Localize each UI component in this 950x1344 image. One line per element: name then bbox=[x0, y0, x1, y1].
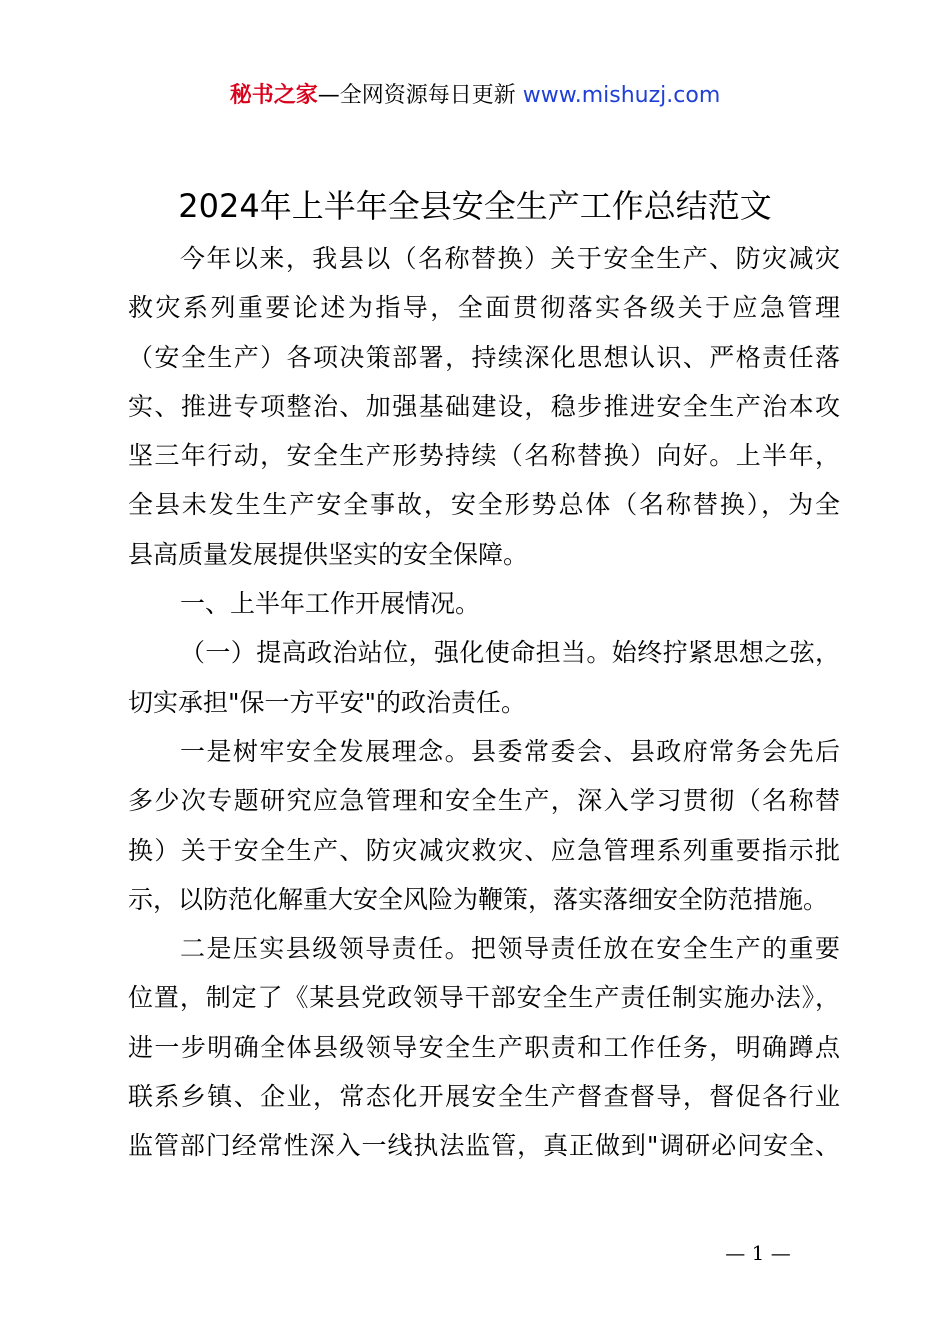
text-line: 示，以防范化解重大安全风险为鞭策，落实落细安全防范措施。 bbox=[128, 884, 829, 914]
text-line: 切实承担"保一方平安"的政治责任。 bbox=[128, 687, 526, 717]
section-heading: 一、上半年工作开展情况。 bbox=[180, 589, 481, 619]
text-line: 县高质量发展提供坚实的安全保障。 bbox=[128, 539, 529, 569]
subsection-heading: （一）提高政治站位，强化使命担当。始终拧紧思想之弦， bbox=[180, 638, 840, 668]
text-line: 全县未发生生产安全事故，安全形势总体（名称替换），为全 bbox=[128, 490, 840, 520]
site-tagline: —全网资源每日更新 bbox=[317, 83, 523, 108]
document-body bbox=[128, 234, 840, 1171]
site-header bbox=[0, 80, 950, 112]
text-line: 实、推进专项整治、加强基础建设，稳步推进安全生产治本攻 bbox=[128, 391, 840, 421]
text-line: 二是压实县级领导责任。把领导责任放在安全生产的重要 bbox=[180, 934, 840, 964]
text-line: 位置，制定了《某县党政领导干部安全生产责任制实施办法》， bbox=[128, 983, 840, 1013]
site-brand: 秘书之家 bbox=[229, 83, 318, 108]
text-line: 联系乡镇、企业，常态化开展安全生产督查督导，督促各行业 bbox=[128, 1082, 840, 1112]
text-line: 今年以来，我县以（名称替换）关于安全生产、防灾减灾 bbox=[180, 244, 840, 273]
document-title: 2024年上半年全县安全生产工作总结范文 bbox=[178, 187, 772, 225]
text-line: 监管部门经常性深入一线执法监管，真正做到"调研必问安全、 bbox=[128, 1131, 840, 1161]
site-url-link[interactable]: www.mishuzj.com bbox=[522, 83, 721, 108]
text-line: 救灾系列重要论述为指导，全面贯彻落实各级关于应急管理 bbox=[128, 293, 840, 323]
text-line: 换）关于安全生产、防灾减灾救灾、应急管理系列重要指示批 bbox=[128, 835, 840, 865]
text-line: 进一步明确全体县级领导安全生产职责和工作任务，明确蹲点 bbox=[128, 1032, 840, 1062]
text-line: （安全生产）各项决策部署，持续深化思想认识、严格责任落 bbox=[128, 342, 840, 372]
page-number: — 1 — bbox=[725, 1241, 791, 1265]
text-line: 多少次专题研究应急管理和安全生产，深入学习贯彻（名称替 bbox=[128, 786, 840, 816]
text-line: 坚三年行动，安全生产形势持续（名称替换）向好。上半年， bbox=[128, 441, 840, 471]
text-line: 一是树牢安全发展理念。县委常委会、县政府常务会先后 bbox=[180, 736, 840, 766]
